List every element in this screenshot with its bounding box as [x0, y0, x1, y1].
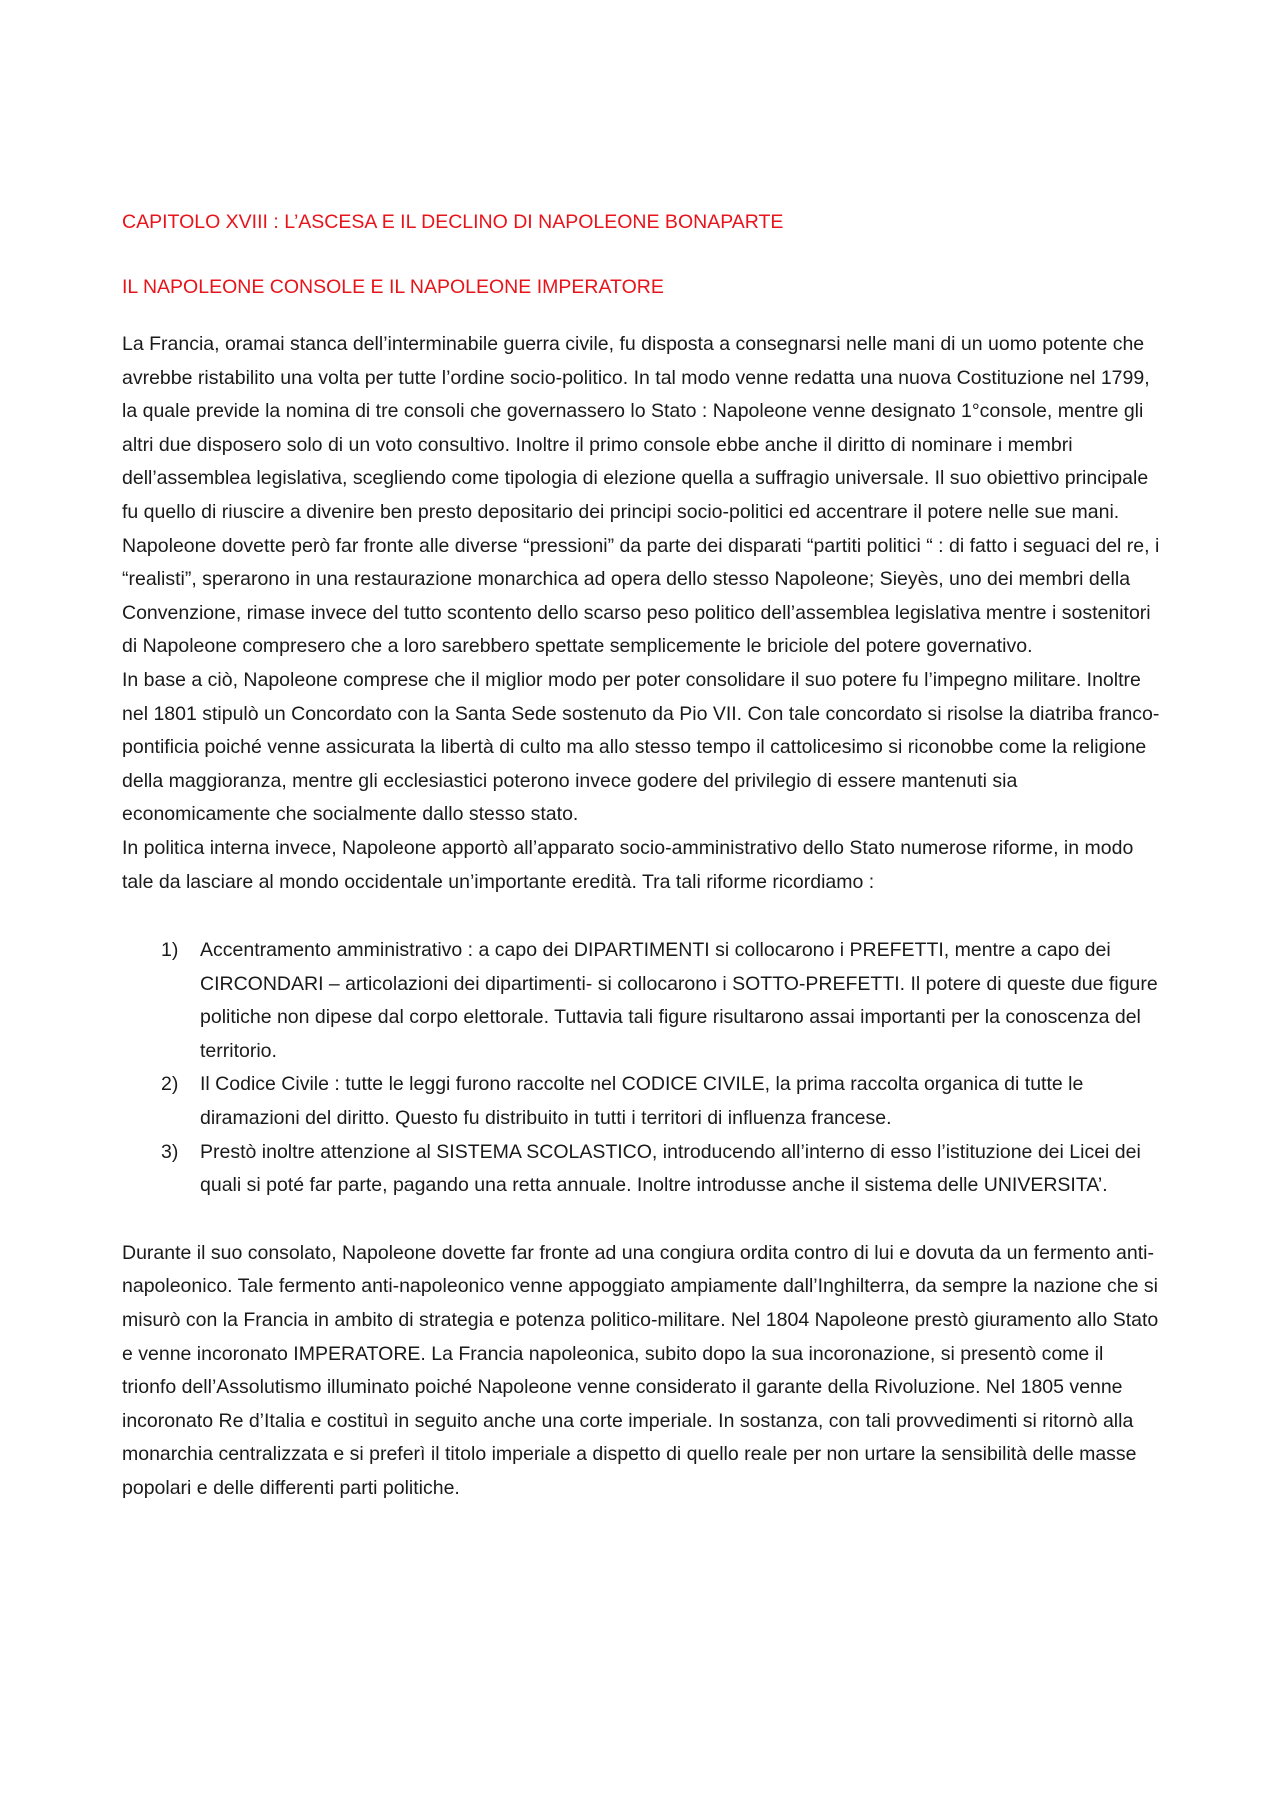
reforms-list: [122, 934, 1160, 1203]
list-item-number: 3): [161, 1140, 179, 1163]
list-item: [122, 1068, 1160, 1135]
section-title: IL NAPOLEONE CONSOLE E IL NAPOLEONE IMPERATORE: [122, 276, 664, 298]
paragraph: In politica interna invece, Napoleone apportò all’apparato socio-amministrativo dello Stato numerose riforme, in modo tale da lasciare al mondo occidentale un’importante eredità. Tra tali riforme ricordiamo :: [122, 836, 1134, 893]
list-item-text: Il Codice Civile : tutte le leggi furono raccolte nel CODICE CIVILE, la prima raccolta organica di tutte le diramazioni del diritto. Questo fu distribuito in tutti i territori di influenza francese.: [200, 1073, 1084, 1130]
list-item-number: 1): [161, 939, 179, 962]
list-item-text: Prestò inoltre attenzione al SISTEMA SCOLASTICO, introducendo all’interno di esso l’istituzione dei Licei dei quali si poté far parte, pagando una retta annuale. Inoltre introdusse anche il sistema delle UNIVERSITA’.: [200, 1140, 1141, 1197]
paragraph: La Francia, oramai stanca dell’interminabile guerra civile, fu disposta a consegnarsi nelle mani di un uomo potente che avrebbe ristabilito una volta per tutte l’ordine socio-politico. In tal modo venne redatta una nuova Costituzione nel 1799, la quale previde la nomina di tre consoli che governassero lo Stato : Napoleone venne designato 1°console, mentre gli altri due disposero solo di un voto consultivo. Inoltre il primo console ebbe anche il diritto di nominare i membri dell’assemblea legislativa, scegliendo come tipologia di elezione quella a suffragio universale. Il suo obiettivo principale fu quello di riuscire a divenire ben presto depositario dei principi socio-politici ed accentrare il potere nelle sue mani. Napoleone dovette però far fronte alle diverse “pressioni” da parte dei disparati “partiti politici “ : di fatto i seguaci del re, i “realisti”, sperarono in una restaurazione monarchica ad opera dello stesso Napoleone; Sieyès, uno dei membri della Convenzione, rimase invece del tutto scontento dello scarso peso politico dell’assemblea legislativa mentre i sostenitori di Napoleone compresero che a loro sarebbero spettate semplicemente le briciole del potere governativo.: [122, 333, 1160, 658]
closing-paragraph: Durante il suo consolato, Napoleone dovette far fronte ad una congiura ordita contro di lui e dovuta da un fermento anti-napoleonico. Tale fermento anti-napoleonico venne appoggiato ampiamente dall’Inghilterra, da sempre la nazione che si misurò con la Francia in ambito di strategia e potenza politico-militare. Nel 1804 Napoleone prestò giuramento allo Stato e venne incoronato IMPERATORE. La Francia napoleonica, subito dopo la sua incoronazione, si presentò come il trionfo dell’Assolutismo illuminato poiché Napoleone venne considerato il garante della Rivoluzione. Nel 1805 venne incoronato Re d’Italia e costituì in seguito anche una corte imperiale. In sostanza, con tali provvedimenti si ritornò alla monarchia centralizzata e si preferì il titolo imperiale a dispetto di quello reale per non urtare la sensibilità delle masse popolari e delle differenti parti politiche.: [122, 1241, 1159, 1499]
list-item: [122, 1136, 1160, 1203]
paragraph: In base a ciò, Napoleone comprese che il miglior modo per poter consolidare il suo potere fu l’impegno militare. Inoltre nel 1801 stipulò un Concordato con la Santa Sede sostenuto da Pio VII. Con tale concordato si risolse la diatriba franco-pontificia poiché venne assicurata la libertà di culto ma allo stesso tempo il cattolicesimo si riconobbe come la religione della maggioranza, mentre gli ecclesiastici poterono invece godere del privilegio di essere mantenuti sia economicamente che socialmente dallo stesso stato.: [122, 668, 1160, 826]
list-item: [122, 934, 1160, 1068]
list-item-number: 2): [161, 1073, 179, 1096]
chapter-title: CAPITOLO XVIII : L’ASCESA E IL DECLINO DI NAPOLEONE BONAPARTE: [122, 211, 784, 233]
list-item-text: Accentramento amministrativo : a capo dei DIPARTIMENTI si collocarono i PREFETTI, mentre a capo dei CIRCONDARI – articolazioni dei dipartimenti- si collocarono i SOTTO-PREFETTI. Il potere di queste due figure politiche non dipese dal corpo elettorale. Tuttavia tali figure risultarono assai importanti per la conoscenza del territorio.: [200, 939, 1158, 1062]
intro-text: [122, 328, 1160, 899]
